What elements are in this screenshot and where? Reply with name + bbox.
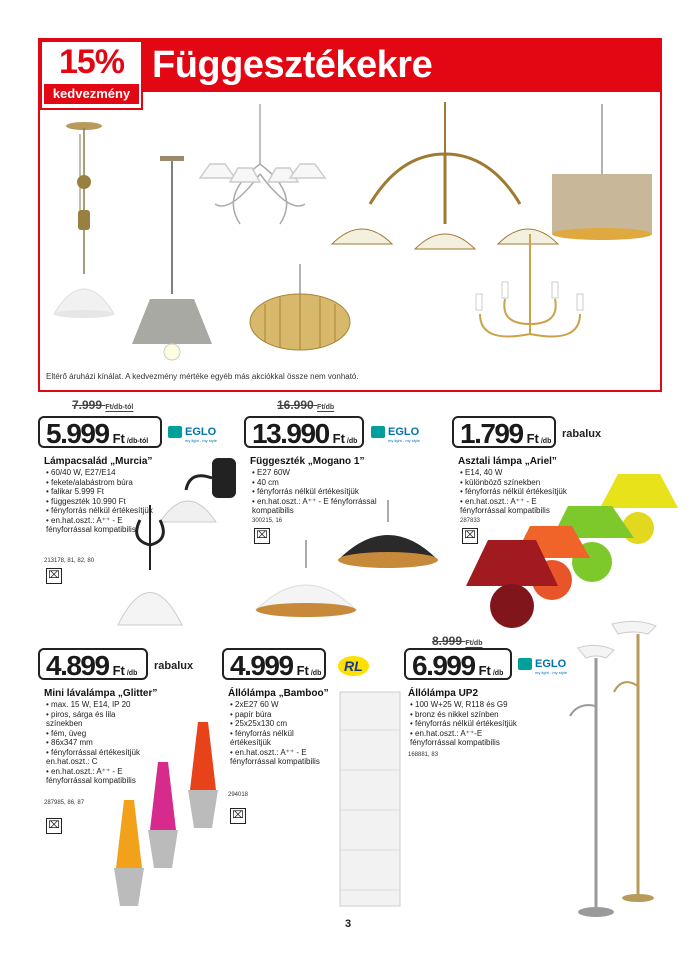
- product-code: 287833: [460, 518, 481, 524]
- old-price: 7.999 Ft/db-tól: [72, 398, 134, 412]
- feature-list: • 100 W+25 W, R118 és G9 • bronz és nikkel színben • fényforrás nélkül értékesítjük • en.hat.oszt.: A⁺⁺-E fényforrással kompatibilis: [410, 700, 520, 748]
- brand-logo-rabalux: rabalux: [562, 428, 602, 440]
- price: 6.999: [412, 650, 475, 681]
- old-price: 16.990 Ft/db: [277, 398, 335, 412]
- product-name: Állólámpa „Bamboo”: [228, 688, 329, 699]
- feature-list: • E27 60W • 40 cm • fényforrás nélkül értékesítjük • en.hat.oszt.: A⁺⁺ - E fényforrással kompatibilis: [252, 468, 382, 516]
- price-box: 13.990 Ft /db: [244, 416, 364, 448]
- price: 1.799: [460, 418, 523, 449]
- lava-lamps-image: [112, 720, 222, 910]
- brand-logo-eglo: EGLO my light - my style: [518, 658, 567, 675]
- brand-logo-eglo: EGLO my light - my style: [168, 426, 217, 443]
- product-name: Lámpacsalád „Murcia”: [44, 456, 153, 467]
- price-box: 6.999 Ft /db: [404, 648, 512, 680]
- price: 4.899: [46, 650, 109, 681]
- murcia-lamps-image: [100, 450, 240, 630]
- brand-logo-eglo: EGLO my light - my style: [371, 426, 420, 443]
- weee-bin-icon: ⌧: [462, 528, 478, 544]
- product-name: Állólámpa UP2: [408, 688, 479, 699]
- old-price: 8.999 Ft/db: [432, 634, 483, 648]
- weee-bin-icon: ⌧: [254, 528, 270, 544]
- price-box: 1.799 Ft /db: [452, 416, 556, 448]
- price: 4.999: [230, 650, 293, 681]
- drum-lamp-image: [552, 104, 652, 240]
- price: 5.999: [46, 418, 109, 449]
- feature-list: • E14, 40 W • különböző színekben • fényforrás nélkül értékesítjük • en.hat.oszt.: A⁺⁺ - E fényforrással kompatibilis: [460, 468, 570, 516]
- weee-bin-icon: ⌧: [46, 818, 62, 834]
- feature-list: • 2xE27 60 W • papír búra • 25x25x130 cm • fényforrás nélkül értékesítjük • en.hat.oszt.: A⁺⁺ - E fényforrással kompatibilis: [230, 700, 320, 767]
- feature-list: • max. 15 W, E14, IP 20 • piros, sárga és lila színekben • fém, üveg • 86x347 mm • fényforrással értékesítjük en.hat.oszt.: C • en.hat.oszt.: A⁺⁺ - E fényforrással kompatibilis: [46, 700, 146, 786]
- product-code: 213178, 81, 82, 80: [44, 558, 95, 564]
- product-name: Mini lávalámpa „Glitter”: [44, 688, 158, 699]
- candle-chandelier-image: [476, 234, 583, 337]
- product-code: 294018: [228, 792, 249, 798]
- price-box: 5.999 Ft /db-tól: [38, 416, 162, 448]
- product-name: Asztali lámpa „Ariel”: [458, 456, 557, 467]
- pendant-lamps-illustration: [40, 94, 660, 370]
- ariel-lamps-image: [464, 468, 684, 628]
- discount-label: kedvezmény: [44, 84, 139, 104]
- price-box: 4.899 Ft /db: [38, 648, 148, 680]
- weee-bin-icon: ⌧: [46, 568, 62, 584]
- weee-bin-icon: ⌧: [230, 808, 246, 824]
- brand-logo-rl: RL: [338, 656, 369, 676]
- price: 13.990: [252, 418, 329, 449]
- pulley-lamp-image: [54, 122, 114, 318]
- banner-title: Függesztékekre: [152, 44, 433, 86]
- brass-chandelier-image: [332, 102, 558, 249]
- bamboo-lamp-image: [336, 690, 406, 912]
- discount-percent: 15%: [58, 43, 125, 81]
- mogano-lamps-image: [250, 500, 450, 630]
- feature-list: • 60/40 W, E27/E14 • fekete/alabástrom búra • falikar 5.999 Ft • függeszték 10.990 Ft • fényforrás nélkül értékesítjük • en.hat.oszt.: A⁺⁺ - E fényforrással kompatibilis: [46, 468, 156, 535]
- product-code: 300215, 16: [252, 518, 283, 524]
- brand-logo-rabalux: rabalux: [154, 660, 194, 672]
- white-chandelier-image: [200, 104, 325, 224]
- floor-lamps-image: [556, 616, 666, 922]
- page-number: 3: [345, 918, 352, 930]
- product-code: 168881, 83: [408, 752, 439, 758]
- disclaimer: Eltérő áruházi kínálat. A kedvezmény mértéke egyéb más akciókkal össze nem vonható.: [46, 372, 359, 381]
- concrete-lamp-image: [132, 156, 212, 360]
- product-name: Függeszték „Mogano 1”: [250, 456, 365, 467]
- wooden-lamp-image: [250, 264, 350, 350]
- product-code: 287985, 86, 87: [44, 800, 85, 806]
- price-box: 4.999 Ft /db: [222, 648, 326, 680]
